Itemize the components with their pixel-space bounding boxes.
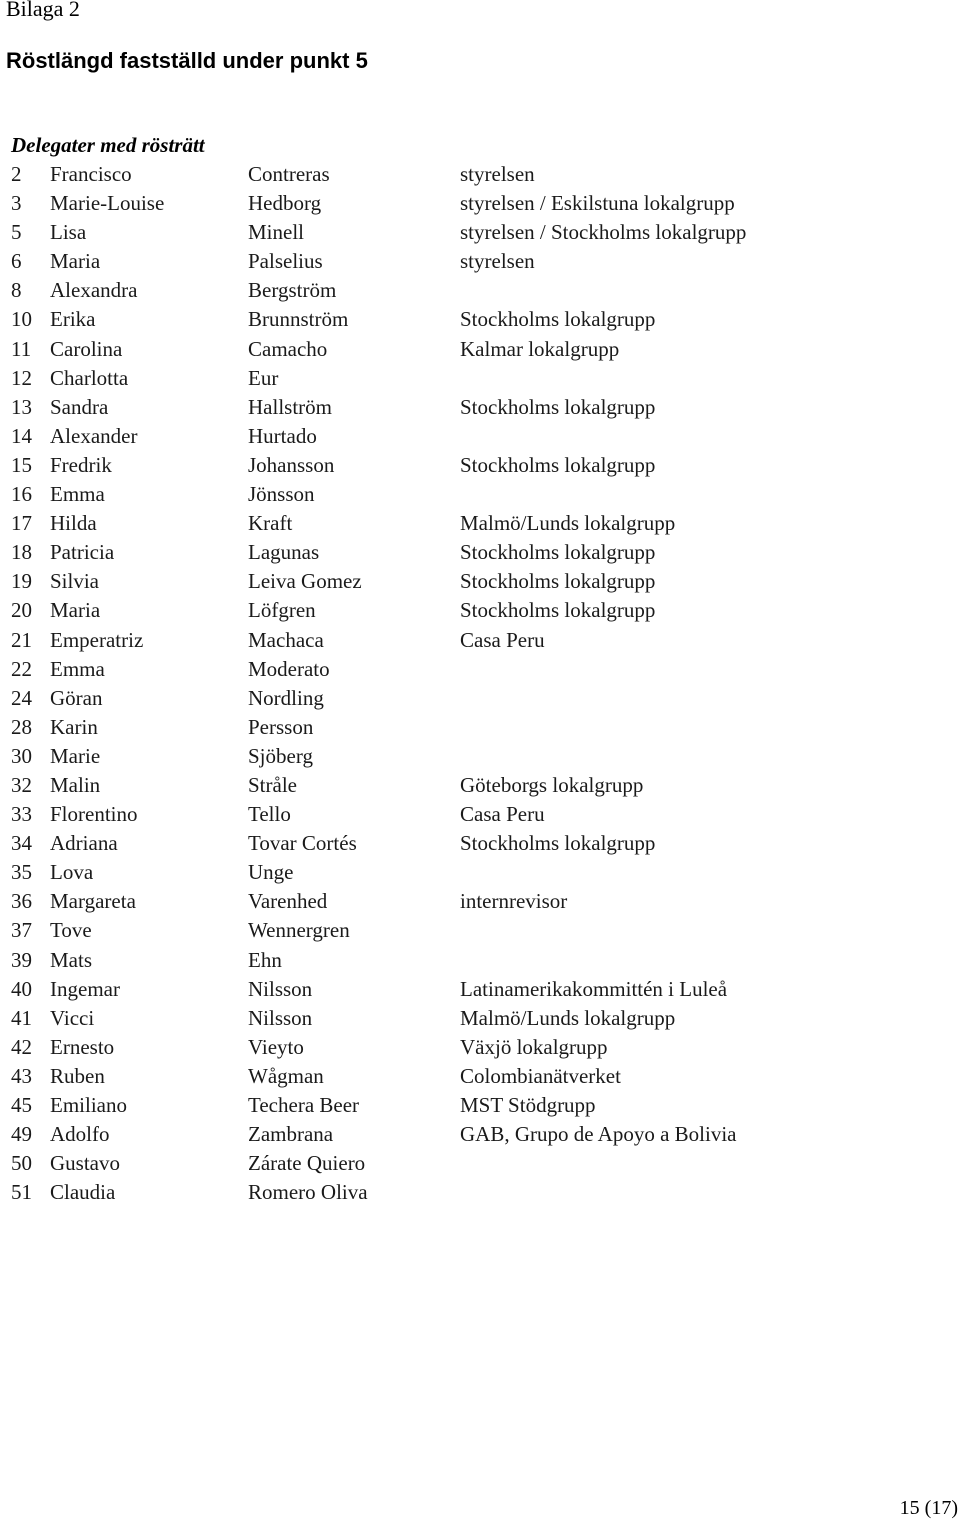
organization: Kalmar lokalgrupp xyxy=(460,336,620,361)
delegate-number: 8 xyxy=(11,278,22,303)
first-name: Tove xyxy=(50,918,92,943)
delegate-number: 28 xyxy=(11,714,32,739)
organization: Göteborgs lokalgrupp xyxy=(460,772,644,797)
first-name: Gustavo xyxy=(50,1151,120,1176)
organization: Malmö/Lunds lokalgrupp xyxy=(460,511,676,536)
section-heading: Delegater med rösträtt xyxy=(11,133,205,157)
list-item xyxy=(0,596,960,625)
delegate-number: 41 xyxy=(11,1005,32,1030)
first-name: Lova xyxy=(50,860,94,885)
first-name: Marie-Louise xyxy=(50,191,165,216)
first-name: Carolina xyxy=(50,336,123,361)
delegate-number: 39 xyxy=(11,947,32,972)
organization: internrevisor xyxy=(460,889,568,914)
organization: styrelsen / Stockholms lokalgrupp xyxy=(460,220,747,245)
list-item xyxy=(0,422,960,451)
list-item xyxy=(0,393,960,422)
delegate-number: 42 xyxy=(11,1034,32,1059)
first-name: Emma xyxy=(50,482,105,507)
delegate-number: 12 xyxy=(11,365,32,390)
last-name: Hurtado xyxy=(248,423,317,448)
last-name: Johansson xyxy=(248,452,335,477)
organization: Stockholms lokalgrupp xyxy=(460,598,656,623)
first-name: Marie xyxy=(50,743,101,768)
delegate-number: 37 xyxy=(11,918,32,943)
last-name: Tovar Cortés xyxy=(248,831,357,856)
last-name: Bergström xyxy=(248,278,337,303)
delegate-number: 50 xyxy=(11,1151,32,1176)
first-name: Florentino xyxy=(50,802,138,827)
delegate-number: 21 xyxy=(11,627,32,652)
first-name: Adolfo xyxy=(50,1122,110,1147)
first-name: Alexander xyxy=(50,423,138,448)
organization: GAB, Grupo de Apoyo a Bolivia xyxy=(460,1122,737,1147)
first-name: Margareta xyxy=(50,889,136,914)
last-name: Wennergren xyxy=(248,918,350,943)
first-name: Hilda xyxy=(50,511,97,536)
last-name: Machaca xyxy=(248,627,324,652)
delegate-number: 43 xyxy=(11,1063,32,1088)
first-name: Maria xyxy=(50,598,101,623)
organization: Casa Peru xyxy=(460,627,545,652)
delegate-number: 24 xyxy=(11,685,32,710)
list-item xyxy=(0,626,960,655)
list-item xyxy=(0,829,960,858)
delegate-number: 33 xyxy=(11,802,32,827)
last-name: Unge xyxy=(248,860,294,885)
last-name: Minell xyxy=(248,220,304,245)
last-name: Varenhed xyxy=(248,889,328,914)
last-name: Zárate Quiero xyxy=(248,1151,366,1176)
first-name: Francisco xyxy=(50,162,132,186)
first-name: Emiliano xyxy=(50,1093,127,1117)
organization: Casa Peru xyxy=(460,802,545,827)
first-name: Sandra xyxy=(50,394,109,419)
list-item xyxy=(0,364,960,393)
last-name: Leiva Gomez xyxy=(248,569,362,594)
last-name: Eur xyxy=(248,365,279,390)
first-name: Malin xyxy=(50,772,101,797)
last-name: Kraft xyxy=(248,511,293,536)
list-item xyxy=(0,975,960,1004)
list-item xyxy=(0,451,960,480)
delegate-number: 18 xyxy=(11,540,32,565)
last-name: Löfgren xyxy=(248,598,316,623)
delegate-number: 13 xyxy=(11,394,32,419)
last-name: Hallström xyxy=(248,394,332,419)
first-name: Göran xyxy=(50,685,103,710)
organization: styrelsen / Eskilstuna lokalgrupp xyxy=(460,191,735,216)
list-item xyxy=(0,800,960,829)
first-name: Adriana xyxy=(50,831,118,856)
delegate-number: 15 xyxy=(11,452,32,477)
attachment-label: Bilaga 2 xyxy=(6,0,80,21)
organization: Stockholms lokalgrupp xyxy=(460,394,656,419)
list-item xyxy=(0,335,960,364)
first-name: Karin xyxy=(50,714,98,739)
list-item xyxy=(0,1149,960,1178)
delegate-number: 6 xyxy=(11,249,22,274)
organization: Stockholms lokalgrupp xyxy=(460,540,656,565)
first-name: Ingemar xyxy=(50,976,120,1001)
delegate-number: 32 xyxy=(11,772,32,797)
delegate-number: 34 xyxy=(11,831,32,856)
first-name: Erika xyxy=(50,307,96,332)
delegate-number: 11 xyxy=(11,336,32,361)
delegate-number: 14 xyxy=(11,423,32,448)
last-name: Stråle xyxy=(248,772,297,797)
list-item xyxy=(0,1091,960,1120)
last-name: Moderato xyxy=(248,656,330,681)
last-name: Sjöberg xyxy=(248,743,313,768)
organization: Stockholms lokalgrupp xyxy=(460,831,656,856)
list-item xyxy=(0,771,960,800)
list-item xyxy=(0,1178,960,1207)
last-name: Persson xyxy=(248,714,314,739)
delegate-number: 16 xyxy=(11,482,32,507)
list-item xyxy=(0,305,960,334)
list-item xyxy=(0,916,960,945)
list-item xyxy=(0,946,960,975)
list-item xyxy=(0,1004,960,1033)
delegate-number: 45 xyxy=(11,1093,32,1117)
first-name: Maria xyxy=(50,249,101,274)
last-name: Nordling xyxy=(248,685,324,710)
last-name: Palselius xyxy=(248,249,323,274)
first-name: Fredrik xyxy=(50,452,112,477)
delegate-number: 2 xyxy=(11,162,22,186)
list-item xyxy=(0,858,960,887)
first-name: Lisa xyxy=(50,220,87,245)
last-name: Brunnström xyxy=(248,307,349,332)
last-name: Nilsson xyxy=(248,976,313,1001)
organization: styrelsen xyxy=(460,162,535,186)
delegate-number: 19 xyxy=(11,569,32,594)
delegate-number: 5 xyxy=(11,220,22,245)
organization: styrelsen xyxy=(460,249,535,274)
organization: Colombianätverket xyxy=(460,1063,621,1088)
list-item xyxy=(0,160,960,189)
first-name: Mats xyxy=(50,947,92,972)
first-name: Charlotta xyxy=(50,365,129,390)
last-name: Hedborg xyxy=(248,191,322,216)
list-item xyxy=(0,567,960,596)
list-item xyxy=(0,713,960,742)
last-name: Tello xyxy=(248,802,291,827)
delegate-number: 20 xyxy=(11,598,32,623)
delegate-number: 49 xyxy=(11,1122,32,1147)
first-name: Emperatriz xyxy=(50,627,144,652)
last-name: Nilsson xyxy=(248,1005,313,1030)
list-item xyxy=(0,247,960,276)
list-item xyxy=(0,1120,960,1149)
last-name: Jönsson xyxy=(248,482,315,507)
first-name: Emma xyxy=(50,656,105,681)
list-item xyxy=(0,189,960,218)
list-item xyxy=(0,509,960,538)
last-name: Wågman xyxy=(248,1063,324,1088)
organization: Stockholms lokalgrupp xyxy=(460,307,656,332)
page-number: 15 (17) xyxy=(899,1497,958,1519)
last-name: Contreras xyxy=(248,162,330,186)
delegate-number: 3 xyxy=(11,191,22,216)
delegate-number: 30 xyxy=(11,743,32,768)
list-item xyxy=(0,1033,960,1062)
organization: Latinamerikakommittén i Luleå xyxy=(460,976,728,1001)
organization: Stockholms lokalgrupp xyxy=(460,569,656,594)
first-name: Claudia xyxy=(50,1180,116,1205)
list-item xyxy=(0,684,960,713)
last-name: Camacho xyxy=(248,336,328,361)
delegate-number: 17 xyxy=(11,511,32,536)
last-name: Techera Beer xyxy=(248,1093,360,1117)
delegate-number: 35 xyxy=(11,860,32,885)
last-name: Lagunas xyxy=(248,540,320,565)
organization: Växjö lokalgrupp xyxy=(460,1034,608,1059)
delegate-number: 51 xyxy=(11,1180,32,1205)
first-name: Ruben xyxy=(50,1063,105,1088)
list-item xyxy=(0,1062,960,1091)
organization: MST Stödgrupp xyxy=(460,1093,596,1117)
first-name: Silvia xyxy=(50,569,100,594)
organization: Malmö/Lunds lokalgrupp xyxy=(460,1005,676,1030)
delegate-number: 36 xyxy=(11,889,32,914)
last-name: Zambrana xyxy=(248,1122,334,1147)
list-item xyxy=(0,538,960,567)
organization: Stockholms lokalgrupp xyxy=(460,452,656,477)
page-title: Röstlängd fastställd under punkt 5 xyxy=(6,48,368,73)
list-item xyxy=(0,887,960,916)
first-name: Patricia xyxy=(50,540,115,565)
voting-roll-list xyxy=(0,160,960,1207)
delegate-number: 22 xyxy=(11,656,32,681)
list-item xyxy=(0,218,960,247)
delegate-number: 40 xyxy=(11,976,32,1001)
last-name: Ehn xyxy=(248,947,282,972)
first-name: Vicci xyxy=(50,1005,95,1030)
delegate-number: 10 xyxy=(11,307,32,332)
list-item xyxy=(0,742,960,771)
last-name: Vieyto xyxy=(248,1034,304,1059)
list-item xyxy=(0,655,960,684)
first-name: Ernesto xyxy=(50,1034,115,1059)
list-item xyxy=(0,276,960,305)
last-name: Romero Oliva xyxy=(248,1180,368,1205)
first-name: Alexandra xyxy=(50,278,138,303)
list-item xyxy=(0,480,960,509)
